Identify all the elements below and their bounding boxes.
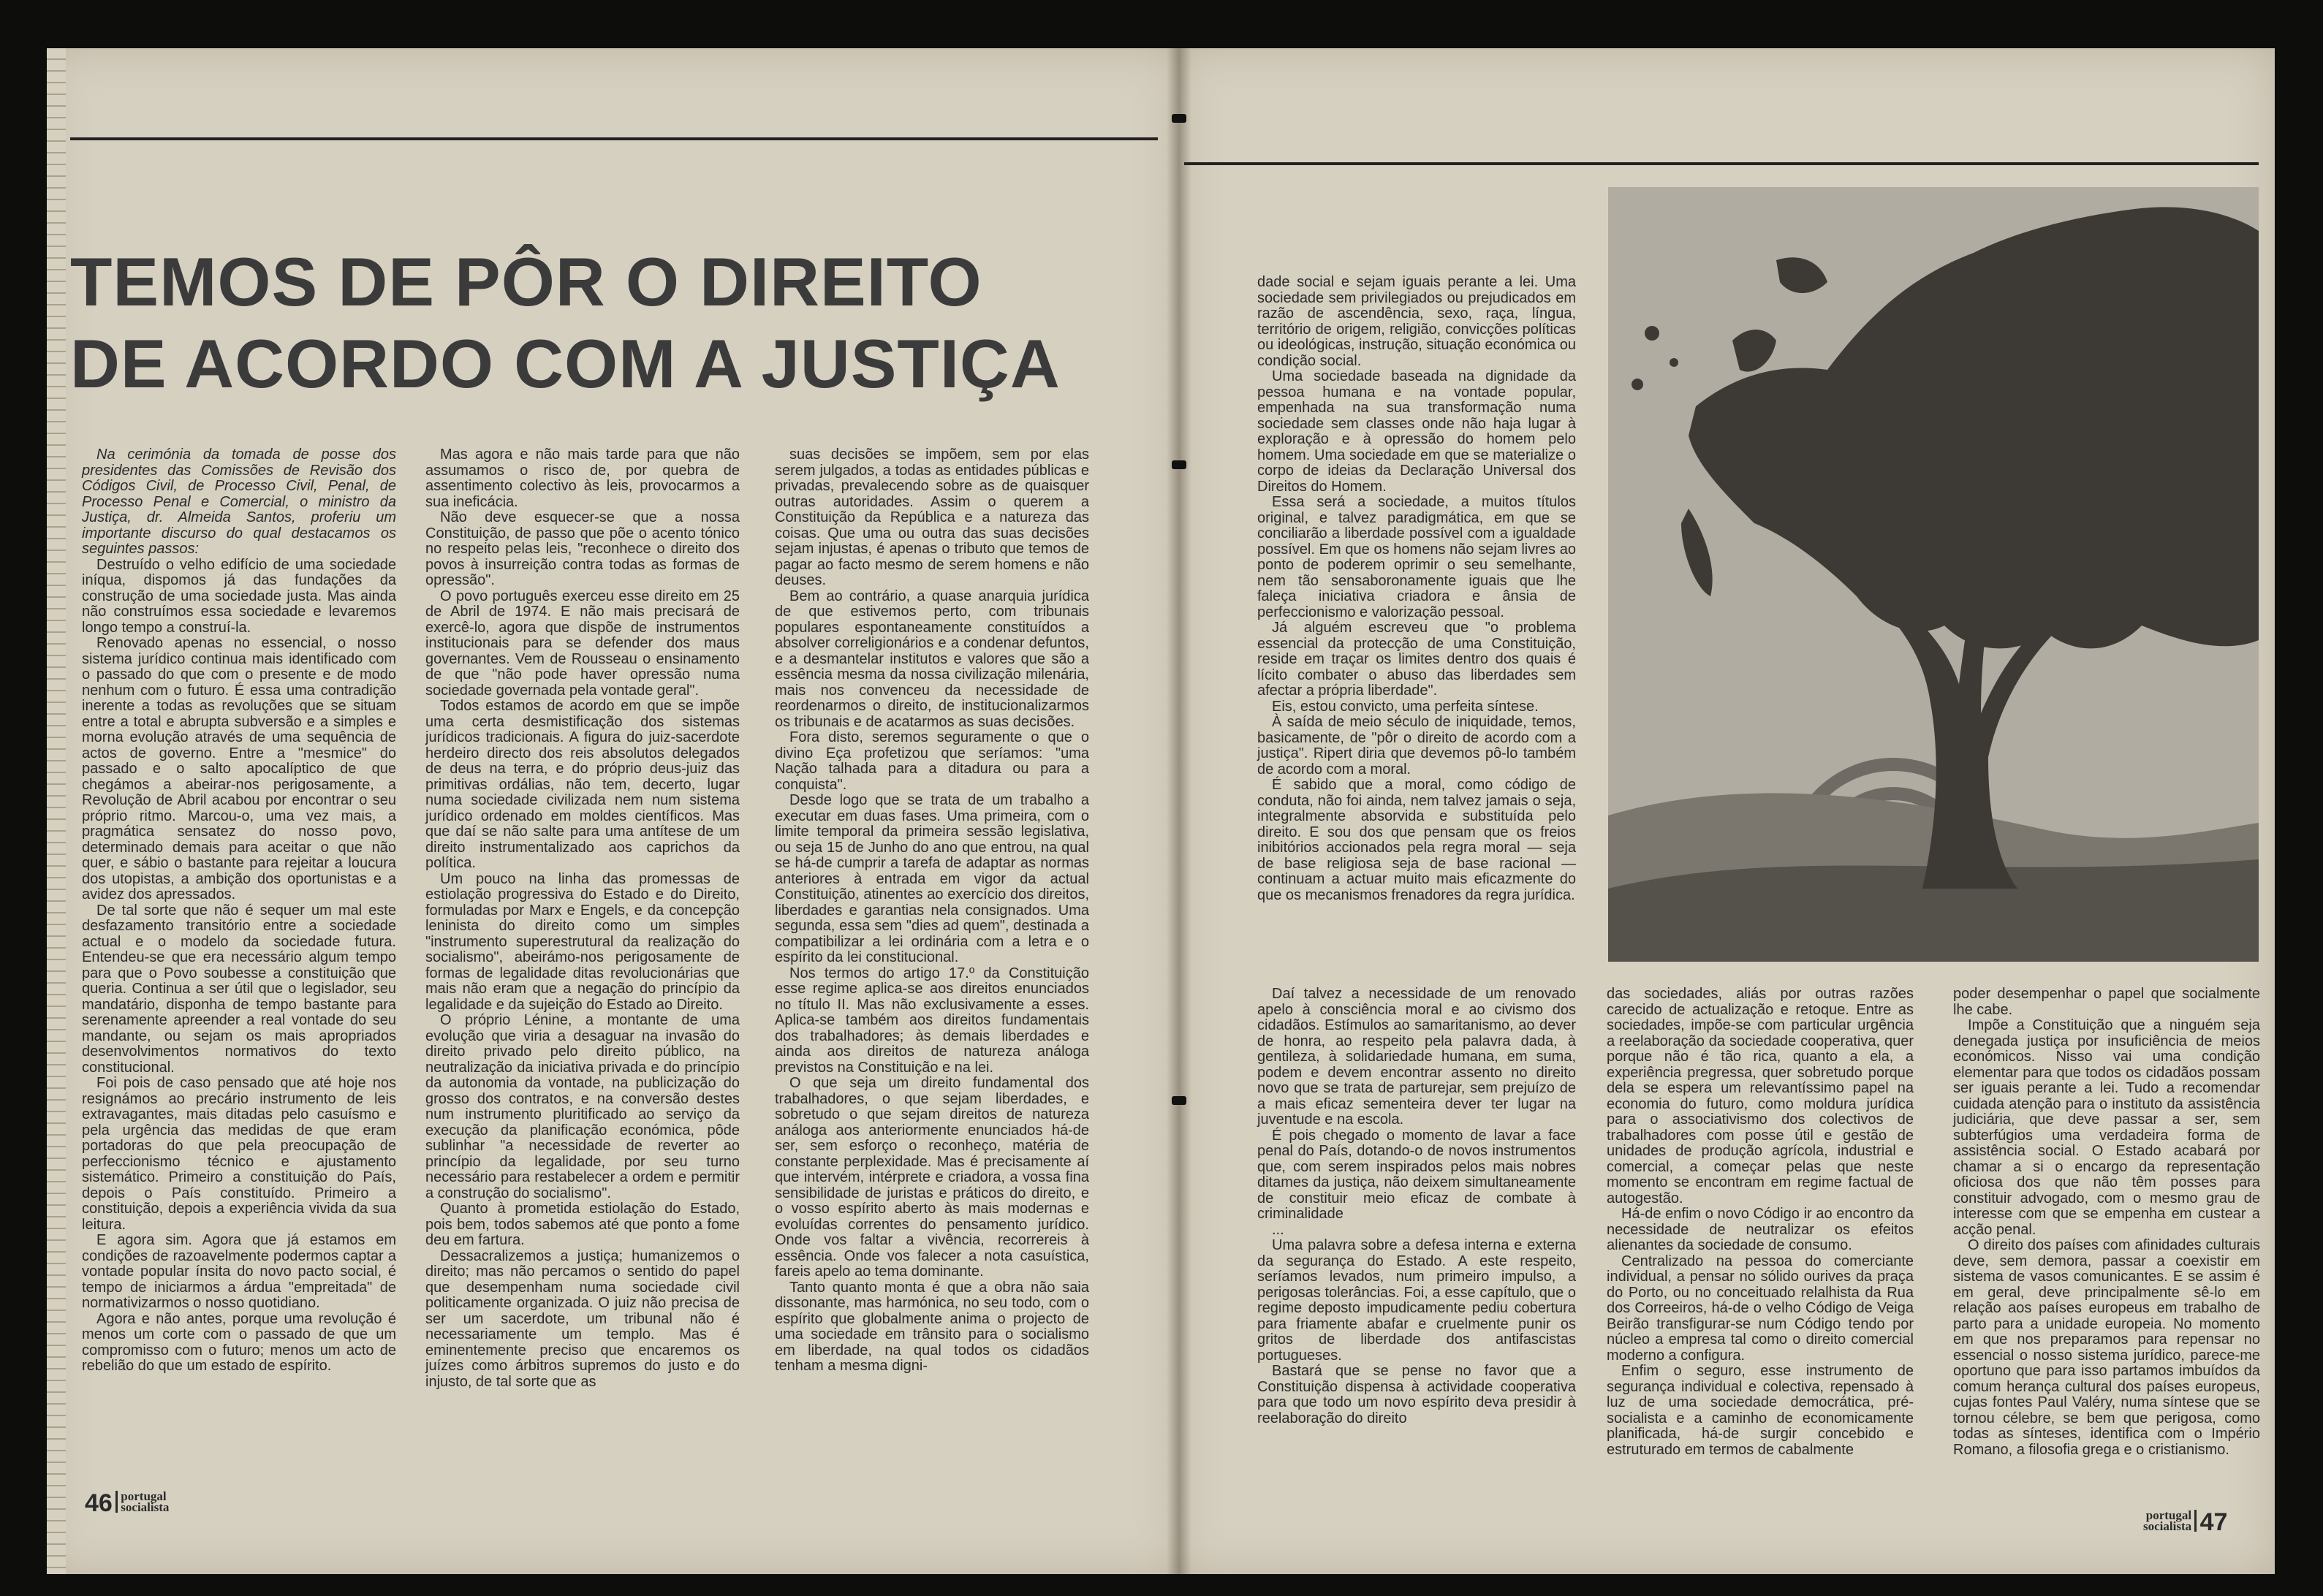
body-paragraph: Mas agora e não mais tarde para que não assumamos o risco de, por quebra de assentimento colectivo às leis, provocarmos a sua ineficácia. (425, 446, 740, 510)
right-folio (2143, 1510, 2227, 1535)
article-headline (70, 241, 1137, 405)
left-folio (85, 1491, 169, 1516)
body-paragraph: Não deve esquecer-se que a nossa Constituição, de passo que põe o acento tónico no respeito pelas leis, "reconhece o direito dos povos à insurreição contra todas as formas de opressão". (425, 509, 740, 588)
body-paragraph: dade social e sejam iguais perante a lei. Uma sociedade sem privilegiados ou prejudicados em razão de ascendência, sexo, raça, língua, território de origem, religião, convicções políticas ou ideológicas, instrução, situação económica ou condição social. (1257, 274, 1576, 369)
body-paragraph: Dessacralizemos a justiça; humanizemos o direito; mas não percamos o sentido do papel que desempenham numa sociedade civil politicamente organizada. O juiz não precisa de ser um sacerdote, um tribunal não é necessariamente um templo. Mas é eminentemente preciso que encaremos os juízes como árbitros supremos do justo e do injusto, de tal sorte que as (425, 1247, 740, 1390)
body-paragraph: Foi pois de caso pensado que até hoje nos resignámos ao precário instrumento de leis extravagantes, mais ditadas pelo casuísmo e pela urgência das medidas de que eram portadoras do que pela preocupação de perfeccionismo técnico e ajustamento sistemático. Primeiro a constituição do País, depois o País constituído. Primeiro a constituição, depois a experiência vivida da sua leitura. (82, 1075, 396, 1233)
body-paragraph: Uma palavra sobre a defesa interna e externa da segurança do Estado. A este respeito, seríamos levados, num primeiro impulso, a perigosas tolerâncias. Foi, a esse capítulo, que o regime deposto impudicamente pediu cobertura para friamente abafar e cruelmente punir os gritos de liberdade dos antifascistas portugueses. (1257, 1237, 1576, 1364)
top-rule-left (70, 137, 1158, 140)
left-column-2 (425, 447, 740, 1390)
body-paragraph: Destruído o velho edifício de uma sociedade iníqua, dispomos já das fundações da construção de uma sociedade justa. Mas ainda não construímos essa sociedade e levaremos longo tempo a construí-la. (82, 556, 396, 636)
europe-tree-illustration (1608, 187, 2259, 962)
page-number: 46 (85, 1489, 113, 1517)
body-paragraph: Renovado apenas no essencial, o nosso sistema jurídico continua mais identificado com o passado do que com o presente e de modo nenhum com o futuro. É essa uma contradição inerente a todas as revoluções que se situam entre a total e abrupta subversão e a simples e morna evolução através de uma sequência de actos de governo. Entre a "mesmice" do passado e o salto apocalíptico de que chegámos a abeirar-nos perigosamente, a Revolução de Abril acabou por encontrar o seu próprio ritmo. Marcou-o, uma vez mais, a pragmática sensatez do nosso povo, determinado demais para aceitar o que não quer, e sábio o bastante para rejeitar a loucura dos utopistas, a ambição dos oportunistas e a avidez dos apressados. (82, 635, 396, 902)
body-paragraph: suas decisões se impõem, sem por elas serem julgados, a todas as entidades públicas e privadas, prevalecendo sobre as de quaisquer outras autoridades. Assim o querem a Constituição da República e a natureza das coisas. Que uma ou outra das suas decisões sejam injustas, é apenas o tributo que temos de pagar ao facto mesmo de serem homens e não deuses. (775, 446, 1089, 588)
body-paragraph: Tanto quanto monta é que a obra não saia dissonante, mas harmónica, no seu todo, com o espírito que globalmente anima o projecto de uma sociedade em trânsito para o socialismo em liberdade, na qual todos os cidadãos tenham a mesma digni- (775, 1279, 1089, 1374)
spine-gutter (1167, 48, 1191, 1574)
body-paragraph: Eis, estou convicto, uma perfeita síntese. (1272, 698, 1539, 715)
staple (1172, 1096, 1186, 1105)
masthead-line: portugal (121, 1489, 167, 1503)
body-paragraph: Agora e não antes, porque uma revolução é menos um corte com o passado de que um compromisso com o futuro; menos um acto de rebelião do que um estado de espírito. (82, 1310, 396, 1374)
body-paragraph: Bem ao contrário, a quase anarquia jurídica de que estivemos perto, com tribunais populares espontaneamente constituídos a absolver correligionários e a condenar defuntos, e a desmantelar institutos e valores que são a essência mesma da nossa civilização milenária, mais nos convenceu da necessidade de reordenarmos o direito, de institucionalizarmos os tribunais e de acatarmos as suas decisões. (775, 588, 1089, 730)
top-rule-right (1184, 162, 2259, 165)
body-paragraph: O que seja um direito fundamental dos trabalhadores, o que sejam liberdades, e sobretudo o que sejam direitos de natureza análoga aos anteriormente enunciados há-de ser, sem esforço o reconheço, matéria de constante perplexidade. Mas é precisamente aí que intervém, intérprete e criadora, a vossa fina sensibilidade de juristas e práticos do direito, e o vosso espírito aberto às mais modernas e evoluídas correntes do pensamento jurídico. Onde vos faltar a vivência, recorrereis à essência. Onde vos falecer a nota casuística, fareis apelo ao tema dominante. (775, 1075, 1089, 1280)
body-paragraph: O direito dos países com afinidades culturais deve, sem demora, passar a coexistir em sistema de vasos comunicantes. E se assim é em geral, deve principalmente sê-lo em relação aos países europeus em trabalho de parto para a unidade europeia. No momento em que nos preparamos para repensar no essencial o nosso sistema jurídico, parece-me oportuno que para isso partamos imbuídos da comum herança cultural dos países europeus, cujas fontes Paul Valéry, numa síntese que se tornou célebre, se bem que perigosa, como todas as sínteses, identifica com o Império Romano, a filosofia grega e o cristianismo. (1953, 1237, 2260, 1458)
body-paragraph: Já alguém escreveu que "o problema essencial da protecção de uma Constituição, reside em traçar os limites dentro dos quais é lícito combater o abuso das liberdades sem afectar a própria liberdade". (1257, 620, 1576, 699)
tree-map-of-europe-with-rising-sun-icon (1608, 187, 2259, 962)
right-column-3 (1953, 987, 2260, 1458)
body-paragraph: Enfim o seguro, esse instrumento de segurança individual e colectiva, repensado à luz de uma sociedade democrática, pré-socialista e a caminho de economicamente planificada, há-de surgir concebido e estruturado em termos de cabalmente (1607, 1363, 1914, 1458)
intro-paragraph: Na cerimónia da tomada de posse dos presidentes das Comissões de Revisão dos Códigos Civil, de Processo Civil, Penal, de Processo Penal e Comercial, o ministro da Justiça, dr. Almeida Santos, proferiu um importante discurso do qual destacamos os seguintes passos: (82, 446, 396, 557)
masthead-logo (2143, 1510, 2197, 1532)
body-paragraph: Há-de enfim o novo Código ir ao encontro da necessidade de neutralizar os efeitos alienantes da sociedade de consumo. (1607, 1206, 1914, 1253)
masthead-line: portugal (2145, 1508, 2192, 1522)
right-column-1-lower (1257, 987, 1576, 1426)
body-paragraph: Daí talvez a necessidade de um renovado apelo à consciência moral e ao civismo dos cidadãos. Estímulos ao samaritanismo, ao dever de honra, ao respeito pela palavra dada, à gentileza, à solidariedade humana, em suma, podem e devem encontrar assento no direito novo que se trata de parturejar, sem prejuízo de a mais eficaz sementeira dever ter lugar na juventude e na escola. (1257, 986, 1576, 1128)
body-paragraph: Essa será a sociedade, a muitos títulos original, e talvez paradigmática, em que se conciliarão a liberdade possível com a igualdade possível. Em que os homens não sejam livres ao ponto de poderem oprimir o seu semelhante, nem tão sensaboronamente iguais que lhe faleça iniciativa criadora e ânsia de perfeccionismo e valorização pessoal. (1257, 494, 1576, 620)
body-paragraph: Uma sociedade baseada na dignidade da pessoa humana e na vontade popular, empenhada na sua transformação numa sociedade sem classes onde não haja lugar à exploração e à opressão do homem pelo homem. Uma sociedade em que se materialize o corpo de ideias da Declaração Universal dos Direitos do Homem. (1257, 368, 1576, 495)
body-paragraph: O próprio Lénine, a montante de uma evolução que viria a desaguar na invasão do direito privado pelo direito público, na neutralização da iniciativa privada e do princípio da autonomia da vontade, na publicização do grosso dos contratos, e na conversão destes num instrumento pluritificado ao serviço da execução da planificação económica, pôde sublinhar "a necessidade de reverter ao princípio da legalidade, por seu turno necessário para restabelecer a ordem e permitir a construção do socialismo". (425, 1012, 740, 1201)
staple (1172, 460, 1186, 469)
ellipsis-separator: ... (1272, 1221, 1284, 1238)
masthead-line: socialista (2143, 1519, 2192, 1533)
headline-line-1: TEMOS DE PÔR O DIREITO (70, 243, 982, 320)
body-paragraph: À saída de meio século de iniquidade, temos, basicamente, de "pôr o direito de acordo com a justiça". Ripert diria que devemos pô-lo também de acordo com a moral. (1257, 714, 1576, 778)
body-paragraph: Desde logo que se trata de um trabalho a executar em duas fases. Uma primeira, com o limite temporal da primeira sessão legislativa, ou seja 15 de Junho do ano que entrou, na qual se há-de cumprir a tarefa de adaptar as normas anteriores à entrada em vigor da actual Constituição, atinentes ao exercício dos direitos, liberdades e garantias nela consignados. Uma segunda, essa sem "dies ad quem", destinada a compatibilizar a lei ordinária com a letra e o espírito da lei constitucional. (775, 792, 1089, 965)
right-column-1 (1257, 275, 1576, 903)
body-paragraph: E agora sim. Agora que já estamos em condições de razoavelmente podermos captar a vontade popular ínsita do novo pacto social, é tempo de iniciarmos a árdua "empreitada" de normativizarmos o nosso quotidiano. (82, 1232, 396, 1311)
body-paragraph: É pois chegado o momento de lavar a face penal do País, dotando-o de novos instrumentos que, com serem inspirados pelos mais nobres ditames da justiça, não deixem simultaneamente de constituir meio eficaz de combate à criminalidade (1257, 1127, 1576, 1222)
body-paragraph: Impõe a Constituição que a ninguém seja denegada justiça por insuficiência de meios económicos. Nisso vai uma condição elementar para que todos os cidadãos possam ser iguais perante a lei. Tudo a recomendar cuidada atenção para o instituto da assistência judiciária, que deve passar a ser, sem subterfúgios uma verdadeira forma de assistência social. O Estado acabará por chamar a si o encargo da representação oficiosa dos que não têm posses para constituir advogado, com o mesmo grau de interesse com que se empenha em custear a acção penal. (1953, 1017, 2260, 1238)
body-paragraph: Bastará que se pense no favor que a Constituição dispensa à actividade cooperativa para que todo um novo espírito deva presidir à reelaboração do direito (1257, 1363, 1576, 1426)
left-column-1 (82, 447, 396, 1375)
body-paragraph: poder desempenhar o papel que socialmente lhe cabe. (1953, 986, 2260, 1018)
staple (1172, 114, 1186, 123)
body-paragraph: Quanto à prometida estiolação do Estado, pois bem, todos sabemos até que ponto a fome deu em fartura. (425, 1201, 740, 1248)
page-number: 47 (2199, 1508, 2228, 1536)
body-paragraph: Fora disto, seremos seguramente o que o divino Eça profetizou que seríamos: "uma Nação talhada para a ditadura ou para a conquista". (775, 729, 1089, 793)
left-column-3 (775, 447, 1089, 1375)
body-paragraph: das sociedades, aliás por outras razões carecido de actualização e retoque. Entre as sociedades, impõe-se com particular urgência a reelaboração da sociedade cooperativa, quer porque não é tão rica, quanto a ela, a experiência pregressa, quer sobretudo porque dela se espera um relevantíssimo papel na economia do futuro, como moldura jurídica para o associativismo dos colectivos de trabalhadores com posse útil e gestão de unidades de produção agrícola, industrial e comercial, a começar pelas que neste momento se encontram em regime factual de autogestão. (1607, 986, 1914, 1206)
body-paragraph: Nos termos do artigo 17.º da Constituição esse regime aplica-se aos direitos enunciados no título II. Mas não exclusivamente a esses. Aplica-se também aos direitos fundamentais dos trabalhadores; às demais liberdades e ainda aos direitos de natureza análoga previstos na Constituição e na lei. (775, 965, 1089, 1076)
masthead-logo (115, 1491, 169, 1513)
headline-line-2: DE ACORDO COM A JUSTIÇA (70, 325, 1061, 402)
masthead-line: socialista (121, 1500, 170, 1514)
previous-page-edge (47, 48, 66, 1574)
body-paragraph: Todos estamos de acordo em que se impõe uma certa desmistificação dos sistemas jurídicos tradicionais. A figura do juiz-sacerdote herdeiro directo dos reis absolutos delegados de deus na terra, e do próprio deus-juiz das primitivas ordálias, não tem, decerto, lugar numa sociedade civilizada nem num sistema jurídico ordenado em moldes científicos. Mas que daí se não salte para uma antítese de um direito instrumentalizado aos caprichos da política. (425, 698, 740, 871)
body-paragraph: É sabido que a moral, como código de conduta, não foi ainda, nem talvez jamais o seja, integralmente absorvida e substituída pelo direito. E sou dos que pensam que os freios inibitórios accionados pela regra moral — seja de base religiosa seja de base racional — continuam a actuar muito mais eficazmente do que os mecanismos frenadores da regra jurídica. (1257, 777, 1576, 903)
body-paragraph: Centralizado na pessoa do comerciante individual, a pensar no sólido ourives da praça do Porto, ou no conceituado relalhista da Rua dos Correeiros, há-de o velho Código de Veiga Beirão transfigurar-se num Código tendo por núcleo a empresa tal como o direito comercial moderno a configura. (1607, 1253, 1914, 1364)
body-paragraph: O povo português exerceu esse direito em 25 de Abril de 1974. E não mais precisará de exercê-lo, agora que dispõe de instrumentos institucionais para se defender dos maus governantes. Vem de Rousseau o ensinamento de que "não pode haver opressão numa sociedade governada pela vontade geral". (425, 588, 740, 699)
body-paragraph: De tal sorte que não é sequer um mal este desfazamento transitório entre a sociedade actual e o modelo da sociedade futura. Entendeu-se que era necessário algum tempo para que o Povo soubesse a constituição que queria. Continua a ser útil que o legislador, seu mandatário, disponha de tempo bastante para serenamente apreender a real vontade do seu mandante, ou sejam os mais apropriados desenvolvimentos normativos do texto constitucional. (82, 902, 396, 1076)
right-column-2 (1607, 987, 1914, 1458)
body-paragraph: Um pouco na linha das promessas de estiolação progressiva do Estado e do Direito, formuladas por Marx e Engels, e da concepção leninista do direito como um simples "instrumento superestrutural da realização do socialismo", abeirámo-nos perigosamente de formas de legalidade ditas revolucionárias que mais não eram que a negação do princípio da legalidade e da sujeição do Estado ao Direito. (425, 870, 740, 1013)
